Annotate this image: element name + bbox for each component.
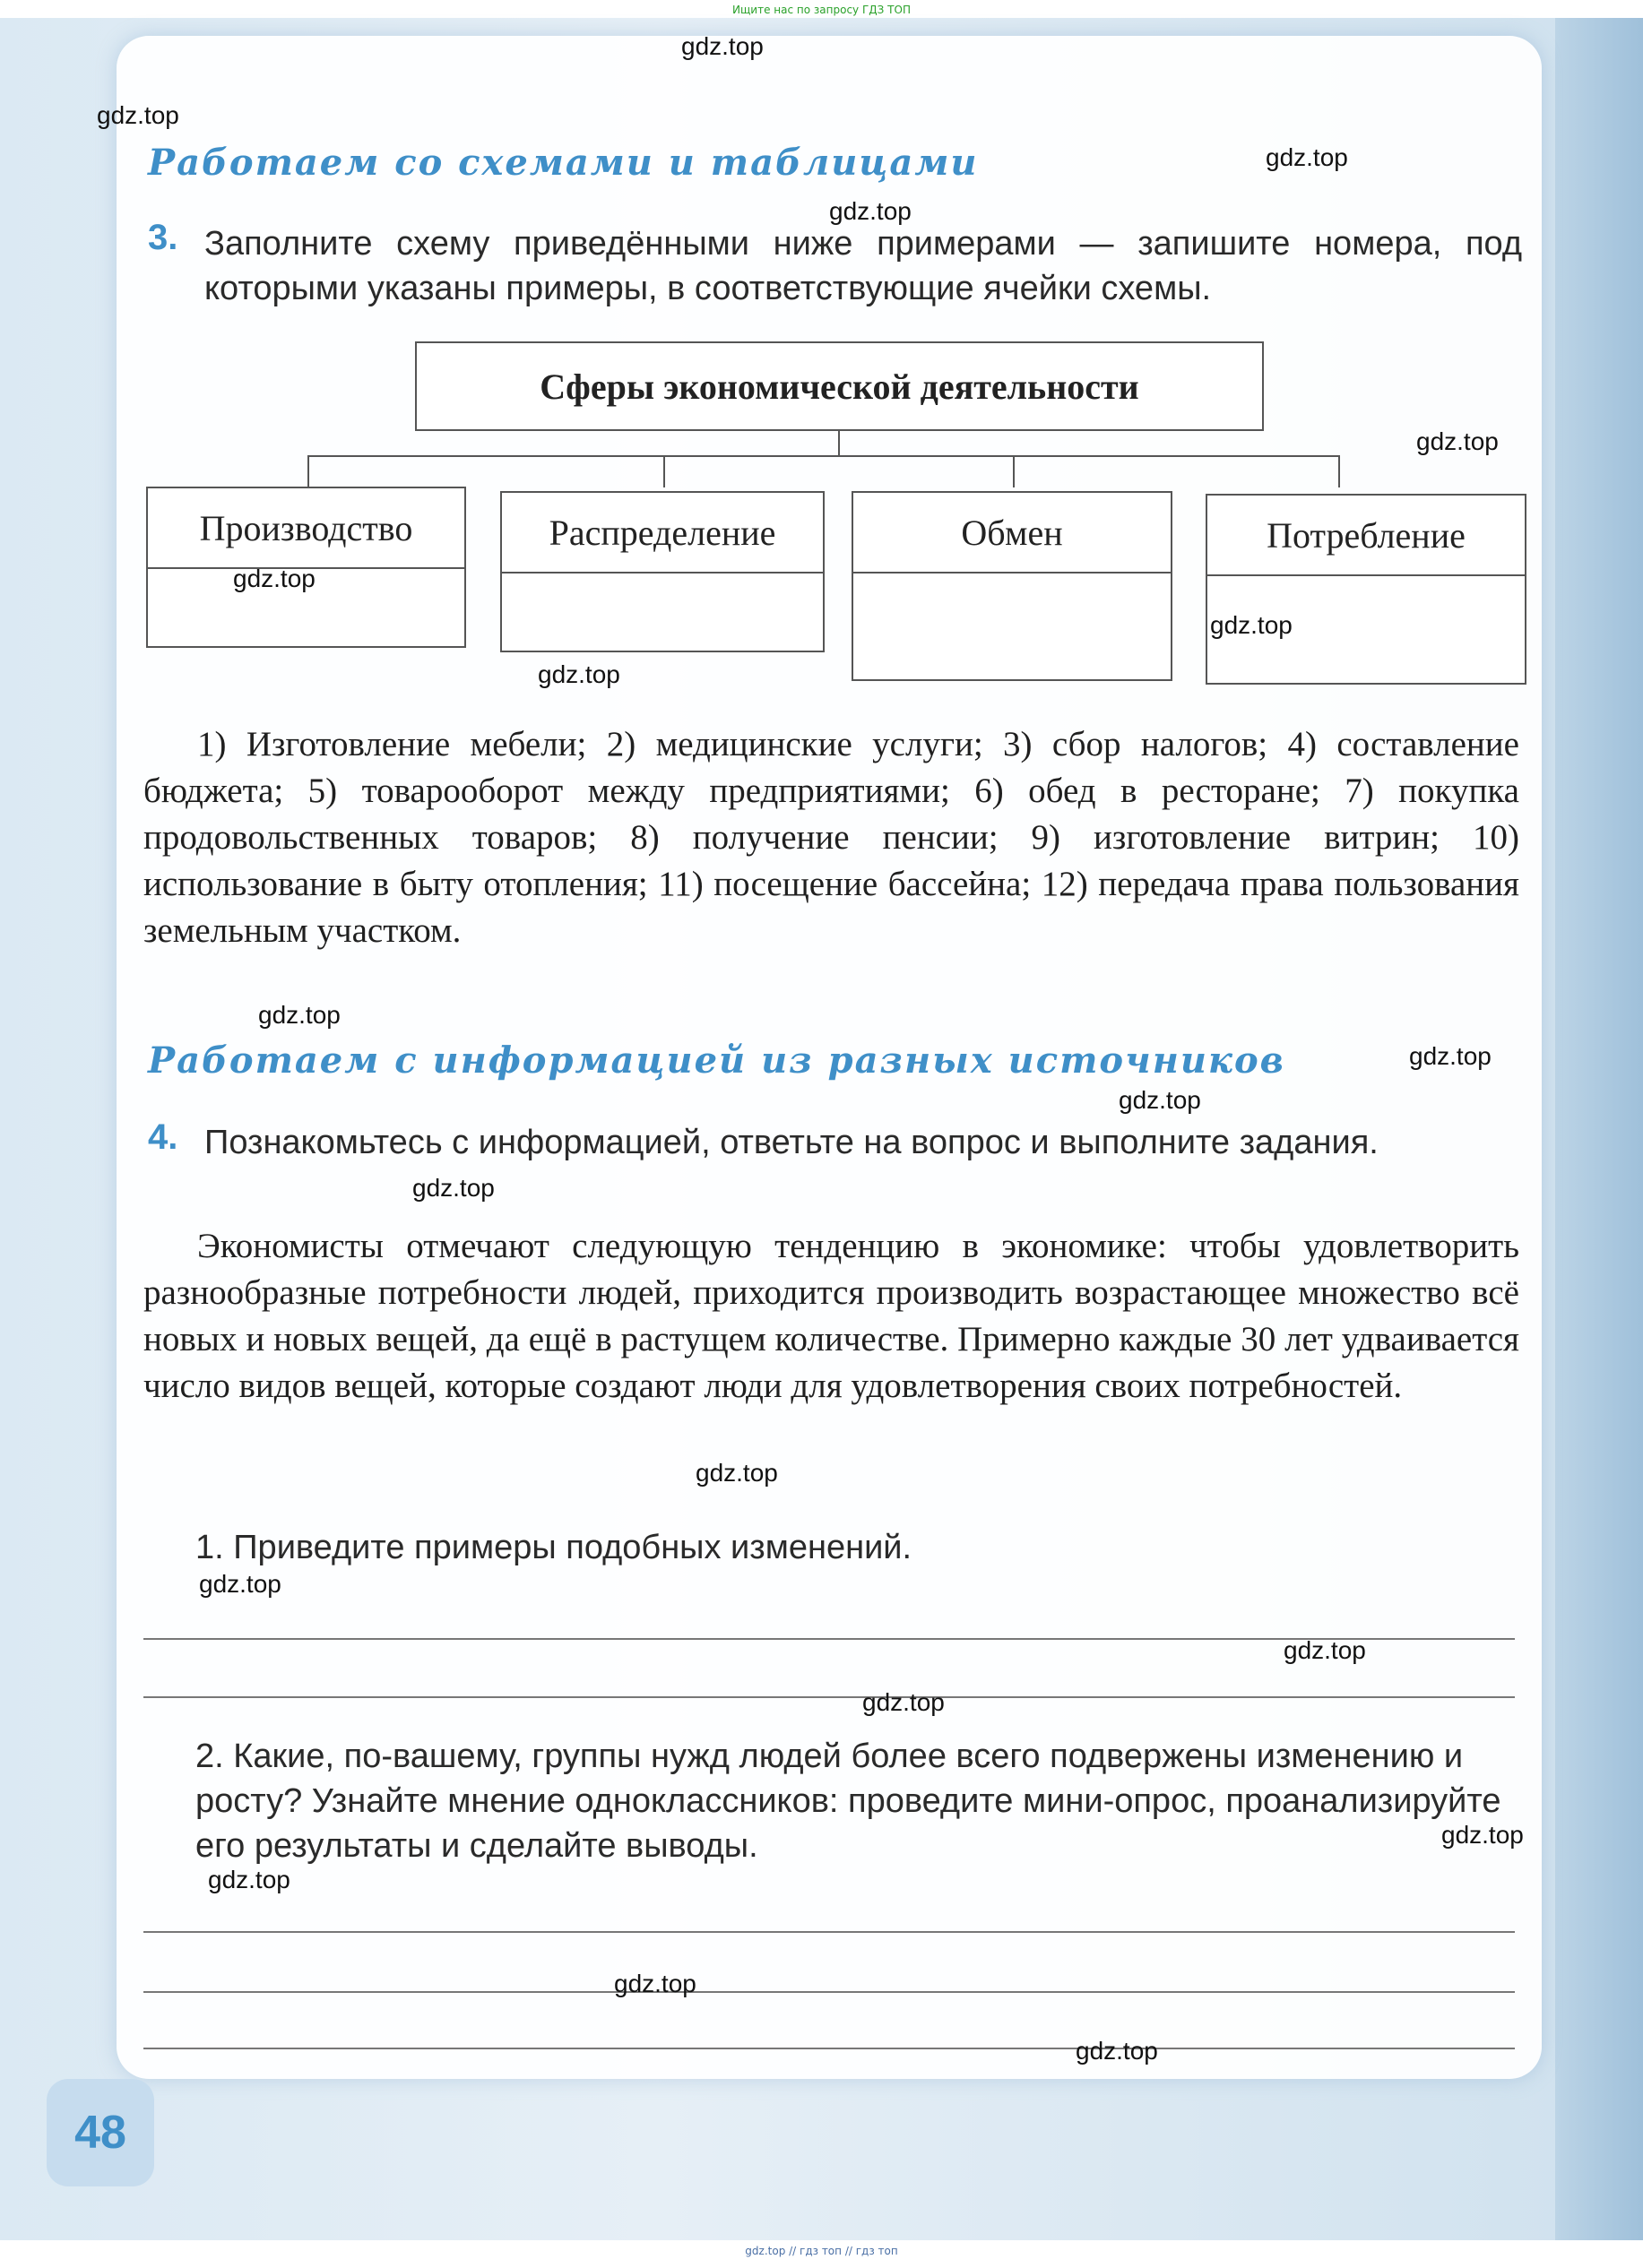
book-spine-edge (1555, 0, 1643, 2268)
watermark: gdz.top (862, 1688, 945, 1716)
watermark: gdz.top (1409, 1042, 1492, 1070)
watermark: gdz.top (199, 1570, 281, 1598)
watermark: gdz.top (233, 565, 316, 592)
task-4-text: Познакомьтесь с информацией, ответьте на вопрос и выполните задания. (204, 1124, 1379, 1161)
question-1: 1. Приведите примеры подобных изменений. (195, 1529, 912, 1566)
answer-line-q1-2[interactable] (143, 1696, 1515, 1698)
watermark: gdz.top (696, 1459, 778, 1487)
watermark: gdz.top (208, 1866, 290, 1893)
scheme-label-production: Производство (148, 488, 464, 569)
watermark: gdz.top (1441, 1821, 1524, 1849)
watermark: gdz.top (538, 660, 620, 688)
header-note: Ищите нас по запросу ГДЗ ТОП (732, 4, 911, 16)
scheme-connector-4 (1338, 455, 1340, 487)
task-4-passage: Экономисты отмечают следующую тенденцию в экономике: чтобы удовлетворить разнообразные потребности людей, приходится производить возрастающее множество всё новых и новых вещей, да ещё в растущем количестве. Примерно каждые 30 лет удваивается число видов вещей, которые создают люди для удовлетворения своих потребностей. (143, 1227, 1519, 1405)
scheme-connector-3 (1013, 455, 1015, 487)
answer-line-q2-2[interactable] (143, 1991, 1515, 1993)
task-number-3: 3. (148, 218, 178, 257)
scheme-connector-1 (307, 455, 309, 487)
watermark: gdz.top (1119, 1086, 1201, 1114)
scheme-label-consumption: Потребление (1207, 496, 1525, 576)
task-3-examples: 1) Изготовление мебели; 2) медицинские услуги; 3) сбор налогов; 4) составление бюджета; 5) товарооборот между предприятиями; 6) обед в ресторане; 7) покупка продовольственных товаров; 8) получение пенсии; 9) изготовление витрин; 10) использование в быту отопления; 11) посещение бассейна; 12) передача права пользования земельным участком. (143, 725, 1519, 950)
task-3-text: Заполните схему приведёнными ниже примерами — запишите номера, под которыми указаны примеры, в соответствующие ячейки схемы. (204, 225, 1522, 307)
scheme-cell-distribution[interactable] (500, 491, 825, 652)
watermark: gdz.top (1210, 611, 1293, 639)
task-number-4: 4. (148, 1117, 178, 1157)
watermark: gdz.top (614, 1970, 696, 1997)
watermark: gdz.top (1076, 2037, 1158, 2065)
watermark: gdz.top (829, 197, 912, 225)
scheme-cell-exchange[interactable] (852, 491, 1172, 681)
answer-line-q2-3[interactable] (143, 2048, 1515, 2049)
watermark: gdz.top (97, 101, 179, 129)
scheme-title: Сферы экономической деятельности (540, 366, 1139, 407)
watermark: gdz.top (258, 1001, 341, 1029)
scheme-connector-2 (663, 455, 665, 487)
watermark: gdz.top (681, 32, 764, 60)
watermark: gdz.top (1284, 1636, 1366, 1664)
scheme-cell-consumption[interactable] (1206, 494, 1526, 685)
question-2: 2. Какие, по-вашему, группы нужд людей более всего подвержены изменению и росту? Узнайте мнение одноклассников: проведите мини-опрос, проанализируйте его результаты и сделайте выводы. (195, 1738, 1501, 1865)
answer-line-q2-1[interactable] (143, 1931, 1515, 1933)
section-title-schemes: Работаем со схемами и таблицами (148, 142, 979, 184)
scheme-connector-vertical (838, 431, 840, 457)
page-number-badge: 48 (47, 2079, 154, 2186)
section-title-sources: Работаем с информацией из разных источников (148, 1039, 1285, 1082)
scheme-label-exchange: Обмен (853, 493, 1171, 573)
scheme-connector-horizontal (307, 455, 1338, 457)
watermark: gdz.top (412, 1174, 495, 1202)
scheme-label-distribution: Распределение (502, 493, 823, 573)
footer-note: gdz.top // гдз топ // гдз топ (745, 2245, 898, 2257)
watermark: gdz.top (1266, 143, 1348, 171)
watermark: gdz.top (1416, 427, 1499, 455)
